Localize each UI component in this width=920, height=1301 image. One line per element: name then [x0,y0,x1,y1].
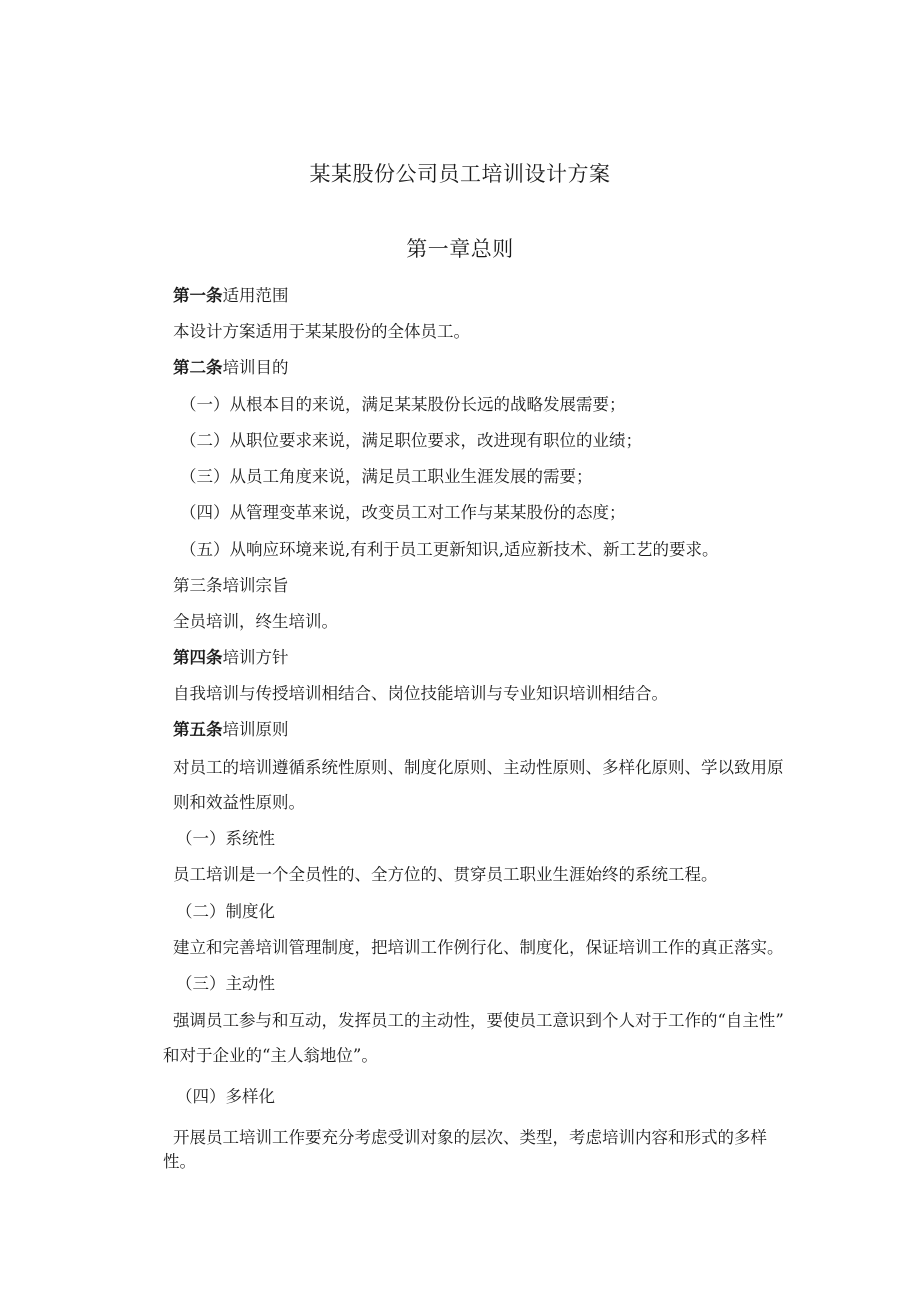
article-2-item-4: （四）从管理变革来说，改变员工对工作与某某股份的态度； [180,503,626,522]
chapter-heading: 第一章总则 [406,237,514,261]
article-5-label: 第五条 [173,720,223,739]
article-2-title: 培训目的 [222,358,289,377]
article-2-heading [173,358,289,378]
article-1-body: 本设计方案适用于某某股份的全体员工。 [173,322,470,341]
principle-1-heading: （一）系统性 [176,829,275,848]
article-1-label: 第一条 [173,286,223,305]
article-4-body: 自我培训与传授培训相结合、岗位技能培训与专业知识培训相结合。 [173,684,668,703]
article-5-heading [173,720,289,740]
article-4-label: 第四条 [173,648,223,667]
article-4-heading [173,648,289,668]
principle-3-body-line-2: 和对于企业的“主人翁地位”。 [163,1046,378,1065]
article-2-item-5: （五）从响应环境来说,有利于员工更新知识,适应新技术、新工艺的要求。 [180,540,719,559]
document-title: 某某股份公司员工培训设计方案 [309,162,611,186]
principle-3-body-line-1: 强调员工参与和互动，发挥员工的主动性，要使员工意识到个人对于工作的“自主性” [173,1011,784,1030]
principle-4-body-line-2: 性。 [163,1152,196,1171]
article-3-body: 全员培训，终生培训。 [173,612,338,631]
article-2-item-1: （一）从根本目的来说，满足某某股份长远的战略发展需要； [180,395,626,414]
article-3-heading: 第三条培训宗旨 [173,576,289,595]
article-4-title: 培训方针 [222,648,289,667]
article-5-intro-line-2: 则和效益性原则。 [173,793,305,812]
principle-2-body: 建立和完善培训管理制度，把培训工作例行化、制度化，保证培训工作的真正落实。 [173,938,784,957]
article-2-item-2: （二）从职位要求来说，满足职位要求，改进现有职位的业绩； [180,431,642,450]
principle-3-heading: （三）主动性 [176,974,275,993]
principle-4-body-line-1: 开展员工培训工作要充分考虑受训对象的层次、类型，考虑培训内容和形式的多样 [173,1128,767,1147]
article-5-intro-line-1: 对员工的培训遵循系统性原则、制度化原则、主动性原则、多样化原则、学以致用原 [173,758,784,777]
article-2-label: 第二条 [173,358,223,377]
principle-1-body: 员工培训是一个全员性的、全方位的、贯穿员工职业生涯始终的系统工程。 [173,865,718,884]
principle-2-heading: （二）制度化 [176,902,275,921]
principle-4-heading: （四）多样化 [176,1087,275,1106]
article-5-title: 培训原则 [222,720,289,739]
article-1-heading [173,286,289,306]
article-1-title: 适用范围 [222,286,289,305]
article-2-item-3: （三）从员工角度来说，满足员工职业生涯发展的需要； [180,467,593,486]
